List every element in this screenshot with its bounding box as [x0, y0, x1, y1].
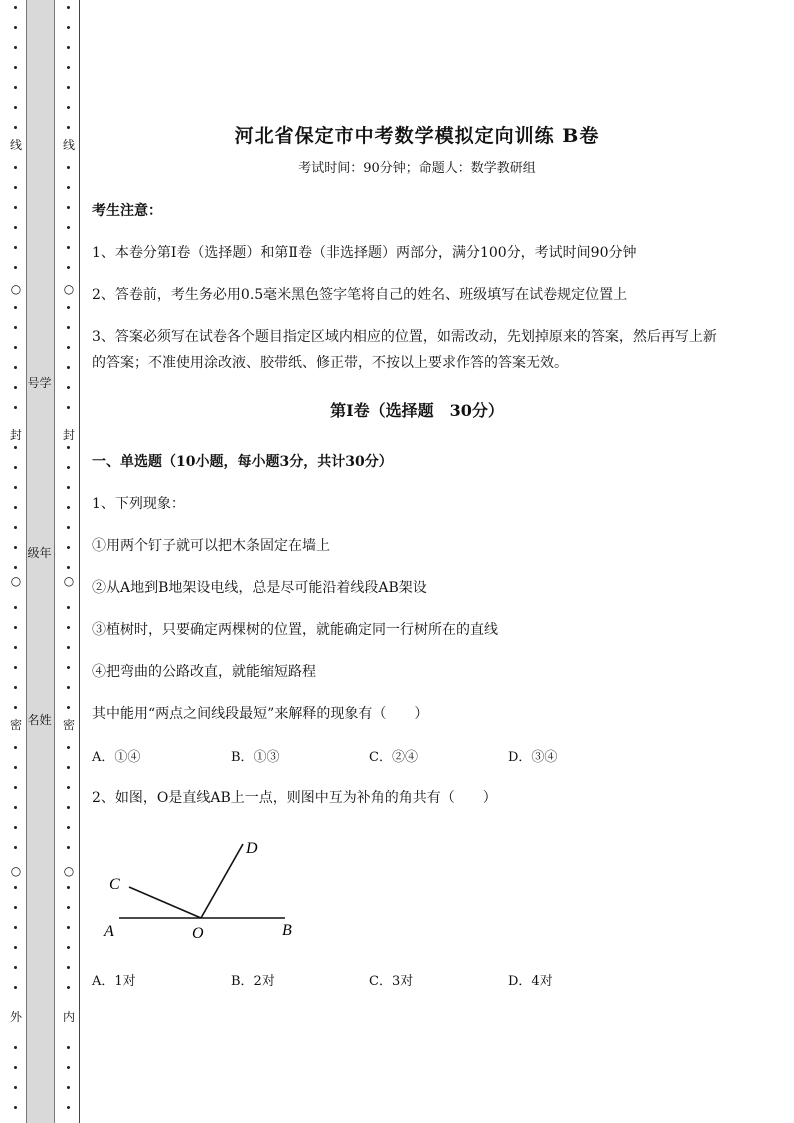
binding-dot	[67, 226, 70, 229]
binding-dot	[14, 126, 17, 129]
binding-dot	[14, 706, 17, 709]
exam-info: 考试时间：90分钟；命题人：数学教研组	[298, 161, 536, 176]
binding-dot	[14, 86, 17, 89]
binding-dot	[67, 346, 70, 349]
binding-dot	[14, 806, 17, 809]
binding-dot	[67, 406, 70, 409]
angle-figure	[97, 832, 307, 947]
binding-dot	[67, 66, 70, 69]
inner-binding-mark: 密	[62, 718, 75, 732]
outer-binding-mark: ○	[10, 282, 22, 296]
binding-dot	[67, 706, 70, 709]
binding-dot	[67, 186, 70, 189]
binding-dot	[67, 906, 70, 909]
binding-dot	[14, 106, 17, 109]
binding-dot	[67, 626, 70, 629]
binding-dot	[14, 566, 17, 569]
binding-dot	[67, 546, 70, 549]
binding-dot	[14, 506, 17, 509]
binding-dot	[14, 406, 17, 409]
binding-dot	[67, 206, 70, 209]
outer-binding-mark: 外	[9, 1010, 22, 1024]
label-o: O	[192, 925, 204, 942]
name-field: 名姓	[27, 713, 52, 727]
binding-dot	[67, 946, 70, 949]
binding-dot	[14, 266, 17, 269]
binding-dot	[14, 1106, 17, 1109]
student-id-field: 号学	[27, 376, 52, 390]
binding-dot	[14, 346, 17, 349]
binding-dot	[67, 446, 70, 449]
binding-dot	[67, 266, 70, 269]
binding-dot	[67, 926, 70, 929]
binding-dot	[67, 306, 70, 309]
notice-item: 2、答卷前，考生务必用0.5毫米黑色签字笔将自己的姓名、班级填写在试卷规定位置上	[92, 287, 628, 303]
notice-heading: 考生注意：	[92, 203, 162, 219]
binding-dot	[14, 1066, 17, 1069]
binding-margin	[0, 0, 82, 1123]
binding-dot	[14, 366, 17, 369]
binding-dot	[14, 186, 17, 189]
ray-od	[201, 844, 243, 918]
binding-dot	[14, 226, 17, 229]
binding-dot	[67, 486, 70, 489]
binding-dot	[14, 486, 17, 489]
binding-dot	[67, 646, 70, 649]
binding-dot	[14, 926, 17, 929]
binding-dot	[67, 386, 70, 389]
binding-dot	[67, 326, 70, 329]
question-2-stem: 2、如图，O是直线AB上一点，则图中互为补角的角共有（ ）	[92, 790, 497, 806]
question-1-prompt: 其中能用“两点之间线段最短”来解释的现象有（ ）	[92, 706, 429, 722]
question-2-option-c: C．3对	[369, 974, 414, 989]
outer-binding-mark: 封	[9, 428, 22, 442]
question-1-item: ②从A地到B地架设电线，总是尽可能沿着线段AB架设	[92, 580, 427, 596]
binding-dot	[67, 1066, 70, 1069]
binding-dot	[14, 326, 17, 329]
binding-dot	[67, 26, 70, 29]
binding-dot	[67, 566, 70, 569]
binding-dot	[14, 886, 17, 889]
inner-binding-mark: 线	[62, 138, 75, 152]
binding-line	[79, 0, 80, 1123]
binding-dot	[67, 766, 70, 769]
binding-dot	[14, 986, 17, 989]
ray-oc	[129, 887, 201, 918]
inner-binding-mark: ○	[63, 574, 75, 588]
outer-binding-mark: 密	[9, 718, 22, 732]
question-2-option-d: D．4对	[508, 974, 553, 989]
binding-dot	[14, 766, 17, 769]
binding-dot	[67, 46, 70, 49]
binding-dot	[67, 246, 70, 249]
binding-dot	[67, 826, 70, 829]
class-field: 级年	[27, 546, 52, 560]
binding-dot	[67, 986, 70, 989]
binding-dot	[14, 526, 17, 529]
binding-dot	[14, 946, 17, 949]
question-2-option-a: A．1对	[92, 974, 136, 989]
question-1-item: ③植树时，只要确定两棵树的位置，就能确定同一行树所在的直线	[92, 622, 498, 638]
question-1-item: ④把弯曲的公路改直，就能缩短路程	[92, 664, 316, 680]
binding-dot	[67, 166, 70, 169]
question-1-item: ①用两个钉子就可以把木条固定在墙上	[92, 538, 330, 554]
binding-dot	[67, 366, 70, 369]
binding-dot	[14, 546, 17, 549]
binding-dot	[14, 826, 17, 829]
binding-dot	[14, 386, 17, 389]
inner-binding-mark: 封	[62, 428, 75, 442]
binding-dot	[14, 46, 17, 49]
question-1-stem: 1、下列现象：	[92, 496, 185, 512]
binding-dot	[67, 806, 70, 809]
notice-item: 1、本卷分第I卷（选择题）和第Ⅱ卷（非选择题）两部分，满分100分，考试时间90分钟	[92, 245, 637, 261]
binding-dot	[14, 166, 17, 169]
binding-dot	[67, 106, 70, 109]
question-1-option-b: B．①③	[231, 750, 280, 765]
binding-dot	[14, 1046, 17, 1049]
binding-dot	[14, 26, 17, 29]
question-1-option-a: A．①④	[92, 750, 141, 765]
question-1-option-d: D．③④	[508, 750, 558, 765]
binding-dot	[67, 1106, 70, 1109]
binding-dot	[14, 606, 17, 609]
inner-dot-column	[62, 0, 76, 1123]
outer-binding-mark: 线	[9, 138, 22, 152]
binding-dot	[67, 666, 70, 669]
inner-binding-mark: 内	[62, 1010, 75, 1024]
binding-dot	[67, 606, 70, 609]
outer-dot-column	[9, 0, 23, 1123]
binding-dot	[67, 746, 70, 749]
notice-item-continued: 的答案；不准使用涂改液、胶带纸、修正带，不按以上要求作答的答案无效。	[92, 355, 568, 371]
binding-dot	[67, 1046, 70, 1049]
binding-dot	[67, 126, 70, 129]
label-d: D	[246, 840, 258, 857]
inner-binding-mark: ○	[63, 282, 75, 296]
binding-dot	[14, 206, 17, 209]
binding-dot	[14, 906, 17, 909]
question-2-option-b: B．2对	[231, 974, 275, 989]
binding-dot	[14, 646, 17, 649]
binding-dot	[14, 686, 17, 689]
binding-dot	[14, 306, 17, 309]
binding-dot	[67, 966, 70, 969]
binding-dot	[67, 886, 70, 889]
binding-dot	[67, 1086, 70, 1089]
binding-dot	[67, 86, 70, 89]
section-title: 第I卷（选择题 30分）	[330, 401, 504, 420]
binding-dot	[14, 786, 17, 789]
binding-dot	[14, 626, 17, 629]
binding-dot	[14, 246, 17, 249]
label-c: C	[109, 876, 120, 893]
question-1-option-c: C．②④	[369, 750, 418, 765]
binding-dot	[67, 686, 70, 689]
part-heading: 一、单选题（10小题，每小题3分，共计30分）	[92, 454, 393, 470]
binding-dot	[67, 506, 70, 509]
binding-dot	[14, 66, 17, 69]
binding-dot	[14, 6, 17, 9]
outer-binding-mark: ○	[10, 864, 22, 878]
binding-dot	[14, 746, 17, 749]
binding-dot	[14, 446, 17, 449]
notice-item: 3、答案必须写在试卷各个题目指定区域内相应的位置，如需改动，先划掉原来的答案，然后再写上新	[92, 329, 717, 345]
binding-dot	[14, 1086, 17, 1089]
page-title: 河北省保定市中考数学模拟定向训练 B卷	[234, 125, 600, 147]
binding-dot	[14, 846, 17, 849]
label-b: B	[282, 922, 292, 939]
binding-dot	[14, 666, 17, 669]
label-a: A	[104, 923, 114, 940]
binding-dot	[67, 786, 70, 789]
binding-dot	[67, 6, 70, 9]
binding-dot	[14, 966, 17, 969]
binding-dot	[67, 846, 70, 849]
binding-dot	[14, 466, 17, 469]
inner-binding-mark: ○	[63, 864, 75, 878]
binding-dot	[67, 526, 70, 529]
outer-binding-mark: ○	[10, 574, 22, 588]
binding-dot	[67, 466, 70, 469]
